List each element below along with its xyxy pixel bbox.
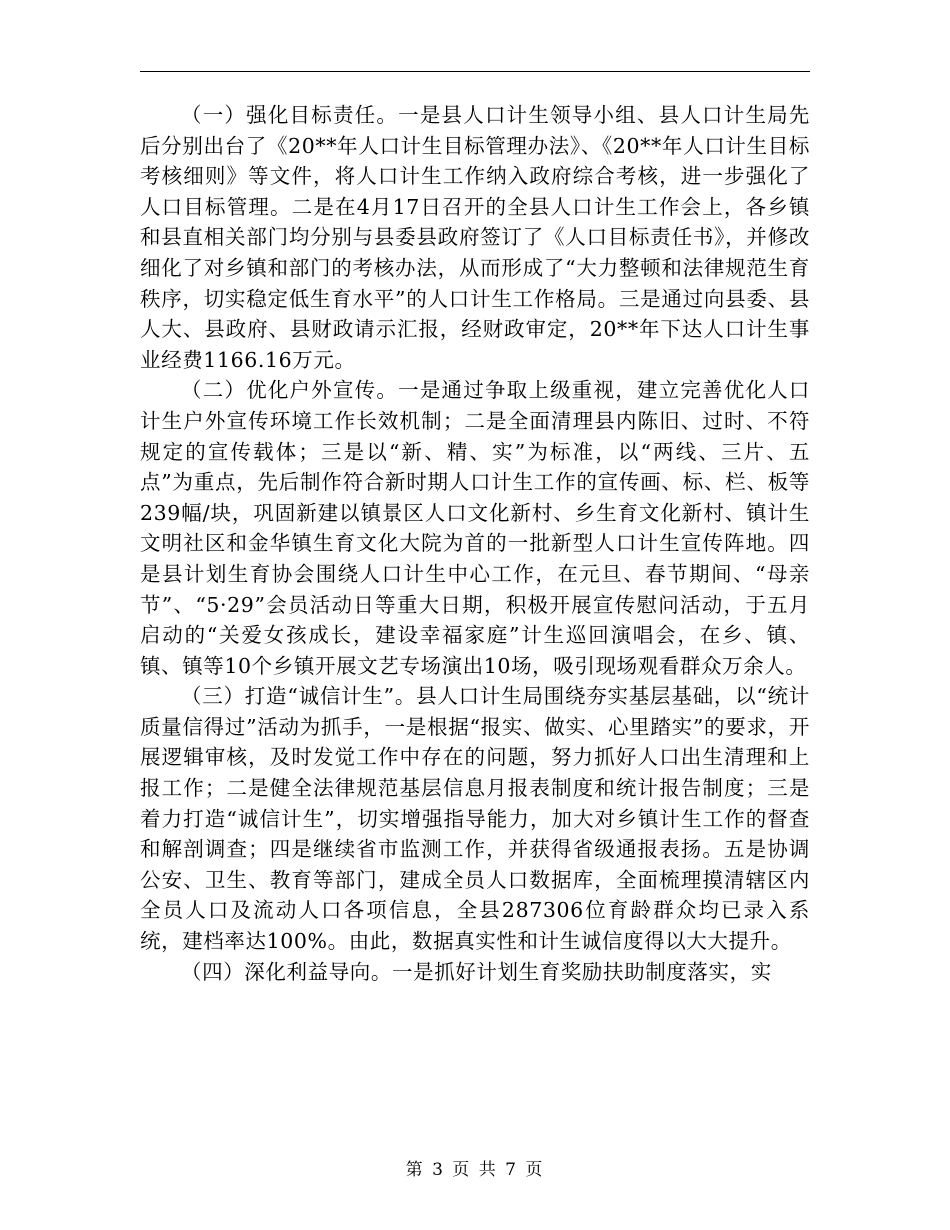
paragraph-outdoor-publicity: （二）优化户外宣传。一是通过争取上级重视，建立完善优化人口计生户外宣传环境工作长效机制；二是全面清理县内陈旧、过时、不符规定的宣传载体；三是以“新、精、实”为标准，以“两线、三片、五点”为重点，先后制作符合新时期人口计生工作的宣传画、标、栏、板等239幅/块，巩固新建以镇景区人口文化新村、乡生育文化新村、镇计生文明社区和金华镇生育文化大院为首的一批新型人口计生宣传阵地。四是县计划生育协会围绕人口计生中心工作，在元旦、春节期间、“母亲节”、“5·29”会员活动日等重大日期，积极开展宣传慰问活动，于五月启动的“关爱女孩成长，建设幸福家庭”计生巡回演唱会，在乡、镇、镇、镇等10个乡镇开展文艺专场演出10场，吸引现场观看群众万余人。 (140, 378, 810, 678)
document-body (140, 100, 810, 987)
header-rule (140, 71, 810, 72)
paragraph-integrity-family-planning: （三）打造“诚信计生”。县人口计生局围绕夯实基层基础，以“统计质量信得过”活动为抓手，一是根据“报实、做实、心里踏实”的要求，开展逻辑审核，及时发觉工作中存在的问题，努力抓好人口出生清理和上报工作；二是健全法律规范基层信息月报表制度和统计报告制度；三是着力打造“诚信计生”，切实增强指导能力，加大对乡镇计生工作的督查和解剖调查；四是继续省市监测工作，并获得省级通报表扬。五是协调公安、卫生、教育等部门，建成全员人口数据库，全面梳理摸清辖区内全员人口及流动人口各项信息，全县287306位育龄群众均已录入系统，建档率达100%。由此，数据真实性和计生诚信度得以大大提升。 (140, 684, 810, 954)
page-number-footer: 第 3 页 共 7 页 (405, 1160, 545, 1180)
paragraph-interest-guidance: （四）深化利益导向。一是抓好计划生育奖励扶助制度落实，实 (181, 959, 772, 984)
paragraph-target-responsibility: （一）强化目标责任。一是县人口计生领导小组、县人口计生局先后分别出台了《20**年人口计生目标管理办法》、《20**年人口计生目标考核细则》等文件，将人口计生工作纳入政府综合考核，进一步强化了人口目标管理。二是在4月17日召开的全县人口计生工作会上，各乡镇和县直相关部门均分别与县委县政府签订了《人口目标责任书》，并修改细化了对乡镇和部门的考核办法，从而形成了“大力整顿和法律规范生育秩序，切实稳定低生育水平”的人口计生工作格局。三是通过向县委、县人大、县政府、县财政请示汇报，经财政审定，20**年下达人口计生事业经费1166.16万元。 (140, 103, 810, 372)
